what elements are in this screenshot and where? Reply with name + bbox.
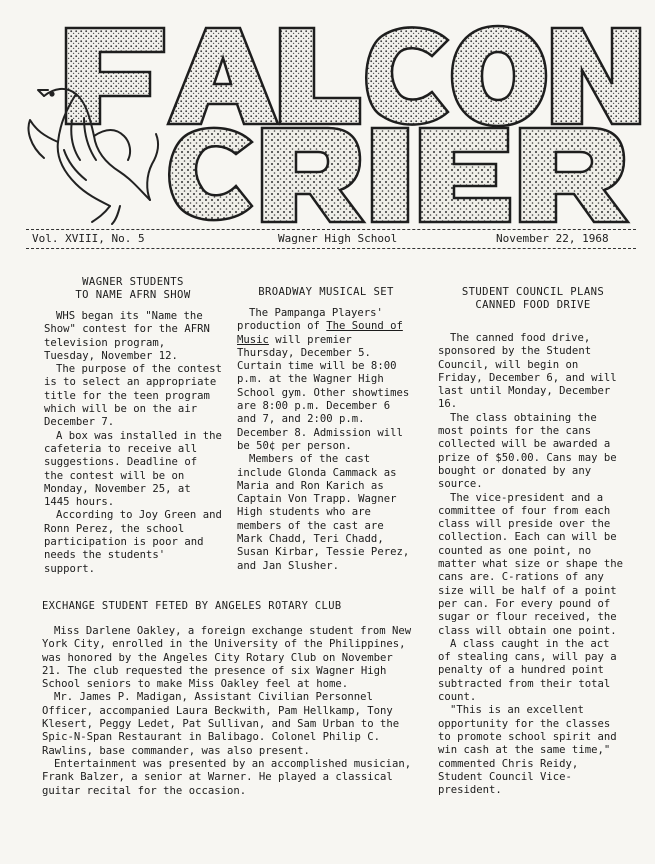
falcon-title-art bbox=[66, 26, 640, 126]
article-paragraph: The canned food drive, sponsored by the Student Council, will begin on Friday, December 6, and will last until Monday, December 16. bbox=[438, 332, 617, 411]
article-heading: BROADWAY MUSICAL SET bbox=[258, 286, 394, 298]
article-paragraph: Entertainment was presented by an accomplished musician, Frank Balzer, a senior at Warner. He played a classical guitar recital for the occasion. bbox=[42, 757, 412, 797]
article-paragraph: "This is an excellent opportunity for the classes to promote school spirit and win cash at the same time," commented Chris Reidy, Student Council Vice-president. bbox=[438, 704, 617, 797]
article-paragraph: Members of the cast include Glonda Cammack as Maria and Ron Karich as Captain Von Trapp. Wagner High students who are members of the cast are Mark Chadd, Teri Chadd, Susan Kirbar, Tessie Perez, and Jan Slusher. bbox=[237, 453, 410, 572]
article-paragraph: Miss Darlene Oakley, a foreign exchange student from New York City, enrolled in the University of the Philippines, was honored by the Angeles City Rotary Club on November 21. The club requested the presence of six Wagner High School seniors to make Miss Oakley feel at home. bbox=[42, 625, 412, 691]
article-broadway-musical bbox=[237, 286, 415, 573]
article-paragraph: WHS began its "Name the Show" contest for the AFRN television program, Tuesday, November 12. bbox=[44, 310, 210, 362]
article-heading bbox=[44, 276, 222, 302]
musical-title: The Sound of Music bbox=[237, 320, 403, 346]
article-heading: EXCHANGE STUDENT FETED BY ANGELES ROTARY CLUB bbox=[42, 600, 342, 612]
paragraph-text: The Pampanga Players' production of bbox=[237, 307, 383, 333]
issue-info-bar bbox=[26, 229, 636, 249]
issue-date: November 22, 1968 bbox=[496, 232, 609, 245]
article-paragraph: The vice-president and a committee of four from each class will preside over the collection. Each can will be counted as one point, no matter what size or shape the cans are. C-rations of any size will be half of a point per can. For every pound of sugar or flour received, the class will obtain one point. bbox=[438, 491, 623, 637]
article-paragraph: Mr. James P. Madigan, Assistant Civilian Personnel Officer, accompanied Laura Beckwith, Pam Hellkamp, Tony Klesert, Peggy Ledet, Pat Sullivan, and Sam Urban to the Spic-N-Span Restaurant in Balibago. Colonel Philip C. Rawlins, base commander, was also present. bbox=[42, 691, 400, 757]
heading-line: WAGNER STUDENTS bbox=[82, 276, 184, 288]
heading-line: TO NAME AFRN SHOW bbox=[75, 289, 191, 301]
article-paragraph: A box was installed in the cafeteria to receive all suggestions. Deadline of the contest will be on Monday, November 25, at 1445 hours. bbox=[44, 429, 222, 509]
article-heading bbox=[438, 286, 628, 312]
article-paragraph bbox=[237, 307, 415, 453]
article-exchange-student bbox=[42, 600, 417, 798]
article-paragraph: A class caught in the act of stealing cans, will pay a penalty of a hundred point subtracted from their total count. bbox=[438, 637, 617, 704]
school-name: Wagner High School bbox=[278, 232, 398, 245]
crier-title-art bbox=[169, 128, 628, 222]
article-paragraph: The class obtaining the most points for the cans collected will be awarded a prize of $50.00. Cans may be bought or donated by any source. bbox=[438, 411, 617, 491]
article-paragraph: According to Joy Green and Ronn Perez, the school participation is poor and needs the students' support. bbox=[44, 509, 222, 575]
article-paragraph: The purpose of the contest is to select an appropriate title for the teen program which will be on the air December 7. bbox=[44, 363, 222, 429]
article-canned-food-drive bbox=[438, 286, 628, 797]
heading-line: STUDENT COUNCIL PLANS bbox=[461, 286, 605, 298]
volume-number: Vol. XVIII, No. 5 bbox=[32, 232, 145, 245]
article-name-show bbox=[44, 276, 222, 576]
masthead-artwork bbox=[0, 0, 655, 228]
masthead bbox=[0, 0, 655, 228]
paragraph-text: will premier Thursday, December 5. Curtain time will be 8:00 p.m. at the Wagner High School gym. Other showtimes are 8:00 p.m. December 6 and 7, and 2:00 p.m. December 8. Admission will be 50¢ per person. bbox=[237, 333, 410, 452]
heading-line: CANNED FOOD DRIVE bbox=[475, 299, 591, 311]
